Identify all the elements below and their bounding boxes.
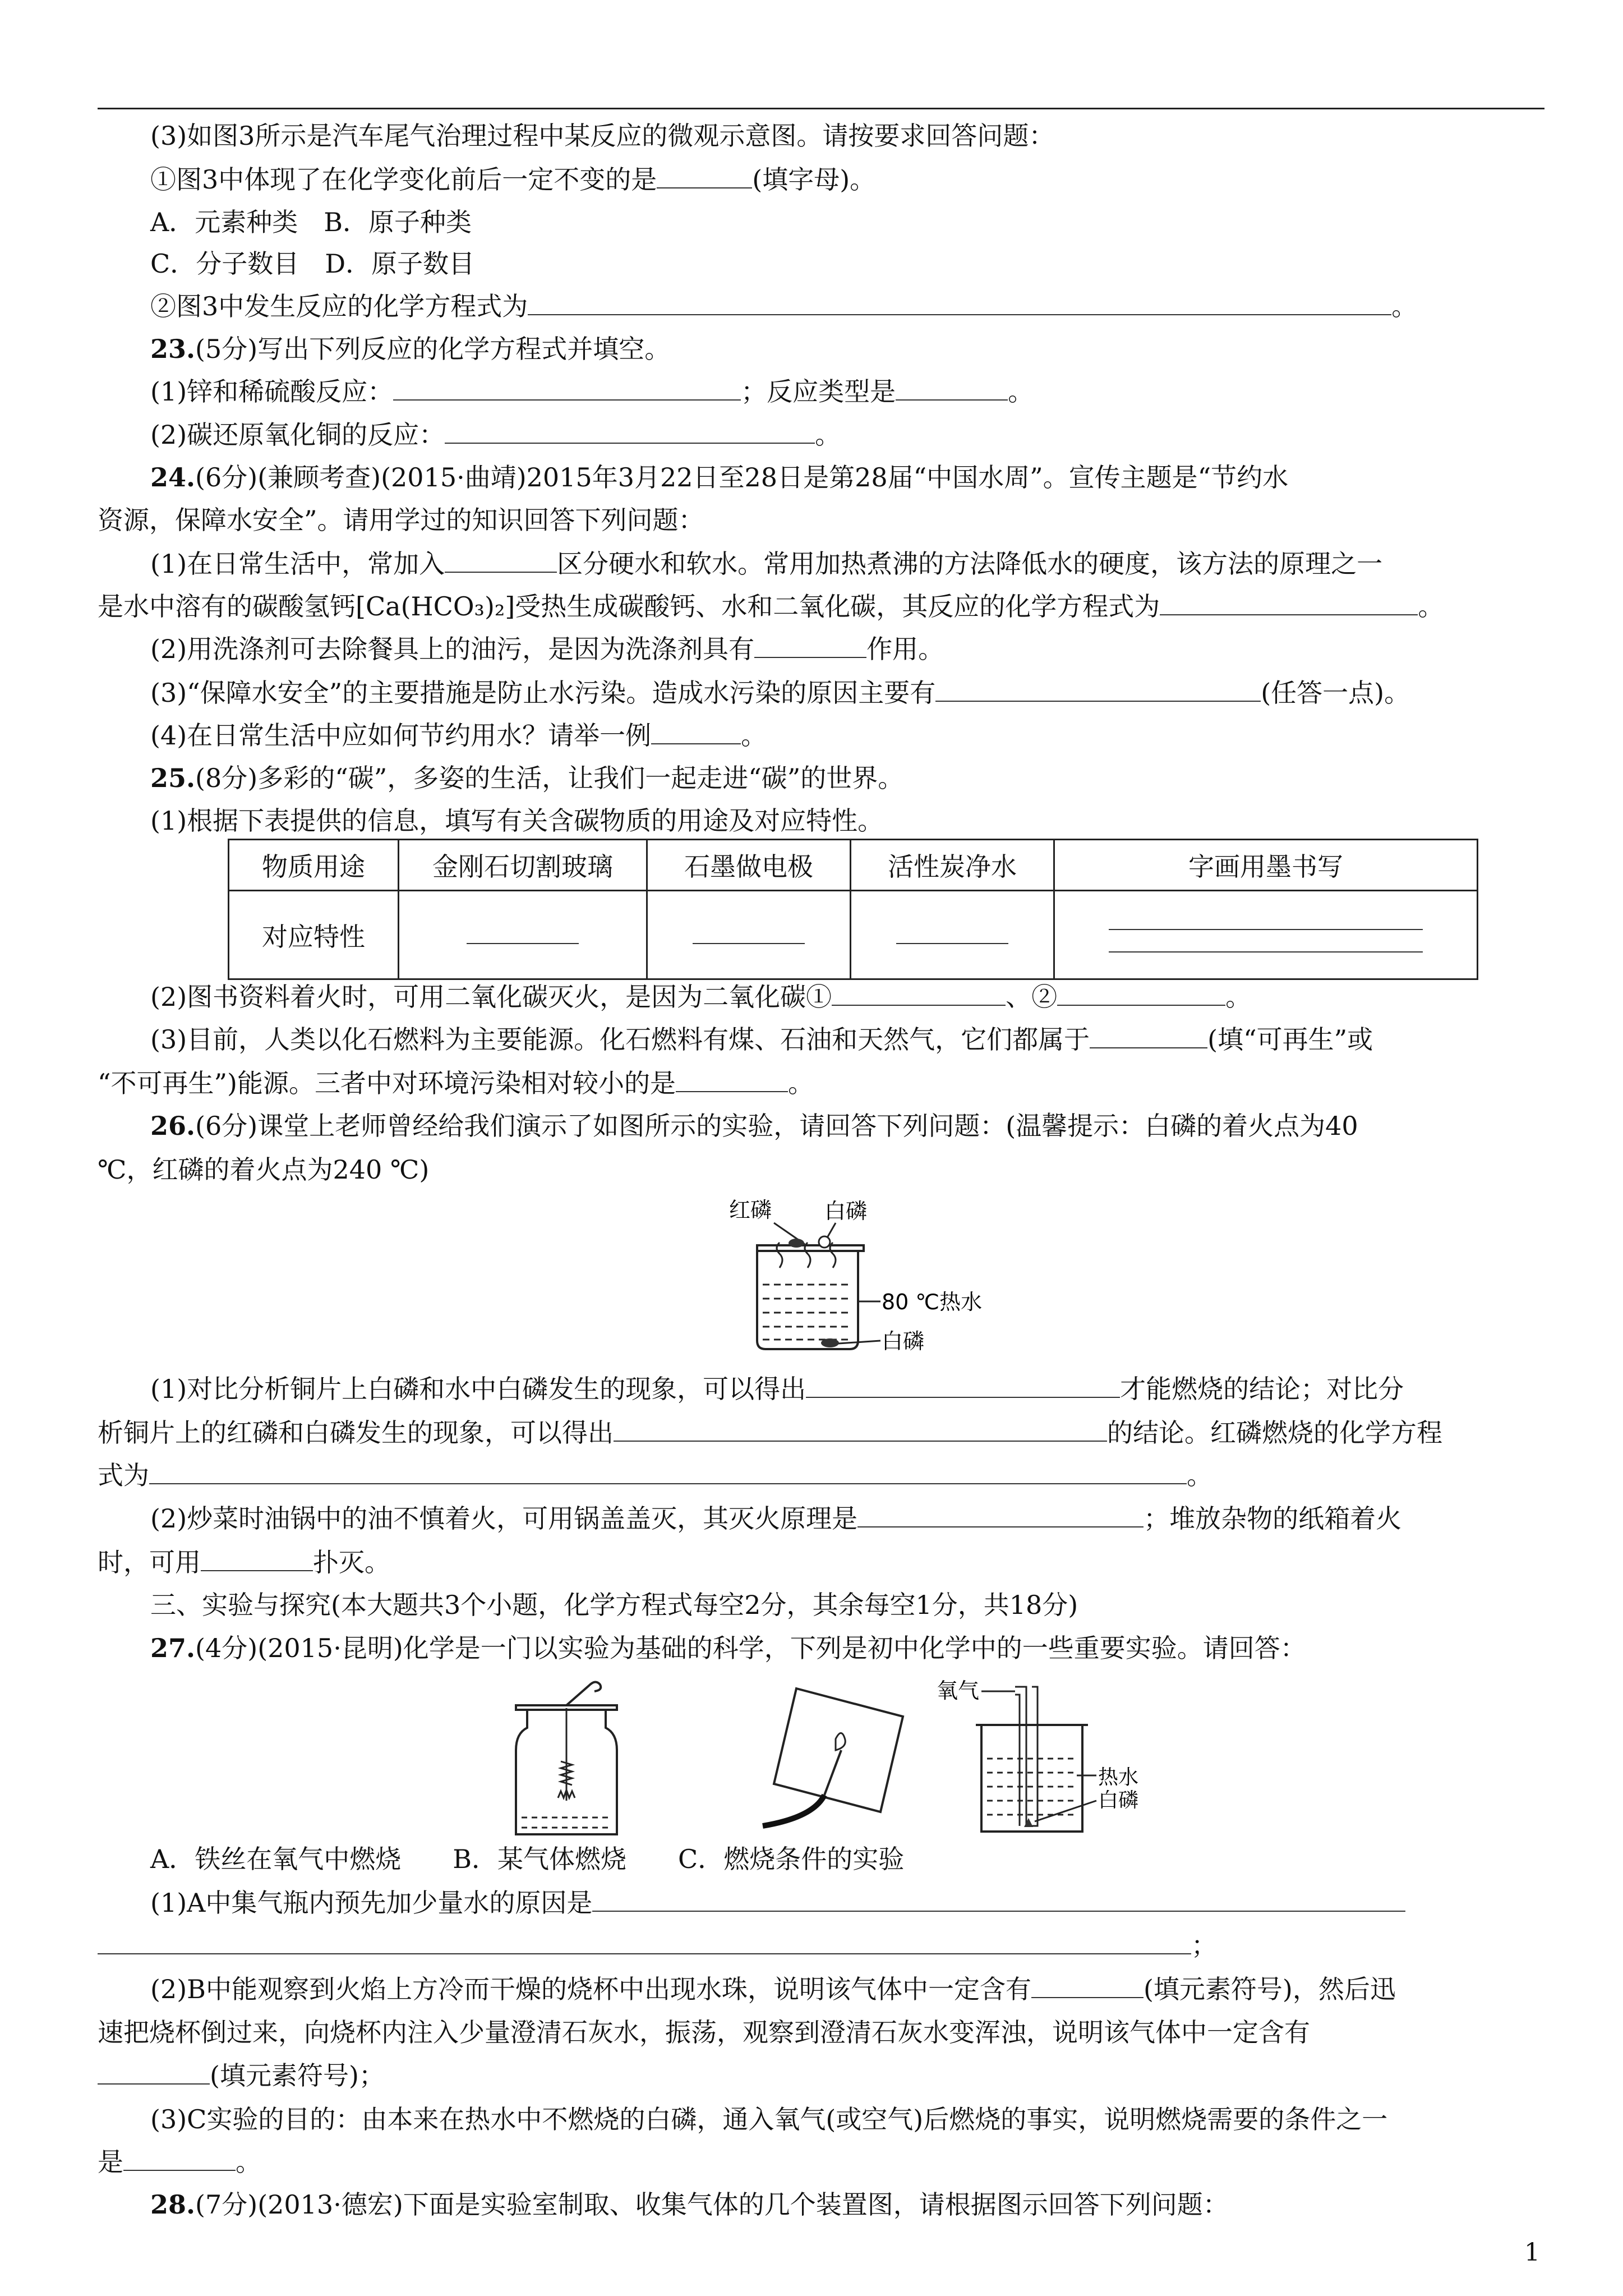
table-answer-blank — [1054, 891, 1478, 979]
q25-part2: (2)图书资料着火时，可用二氧化碳灭火，是因为二氧化碳① 、② 。 — [150, 982, 1252, 1012]
q26-part2: (2)炒菜时油锅中的油不慎着火，可用锅盖盖灭，其灭火原理是 ；堆放杂物的纸箱着火 — [150, 1503, 1402, 1534]
q26-part1-cont: 析铜片上的红磷和白磷发生的现象，可以得出 的结论。红磷燃烧的化学方程 — [98, 1418, 1442, 1448]
q23-stem: 23.(5分)写出下列反应的化学方程式并填空。 — [150, 334, 671, 364]
table-header: 金刚石切割玻璃 — [399, 840, 647, 891]
q27-stem: 27.(4分)(2015·昆明)化学是一门以实验为基础的科学，下列是初中化学中的一些重要实验。请回答： — [150, 1633, 1306, 1663]
table-header: 活性炭净水 — [851, 840, 1054, 891]
q27-figure-b-gas-burning — [751, 1677, 914, 1840]
q26-part1: (1)对比分析铜片上白磷和水中白磷发生的现象，可以得出 才能燃烧的结论；对比分 — [150, 1374, 1404, 1404]
q22-part3-item2: ②图3中发生反应的化学方程式为 。 — [150, 291, 1418, 321]
q27-figure-captions: A．铁丝在氧气中燃烧 B．某气体燃烧 C．燃烧条件的实验 — [150, 1844, 905, 1874]
q24-part1: (1)在日常生活中，常加入 区分硬水和软水。常用加热煮沸的方法降低水的硬度，该方法的原理之一 — [150, 549, 1383, 579]
q28-stem: 28.(7分)(2013·德宏)下面是实验室制取、收集气体的几个装置图，请根据图示回答下列问题： — [150, 2189, 1229, 2220]
table-row-label: 对应特性 — [229, 891, 399, 979]
q23-part1: (1)锌和稀硫酸反应： ；反应类型是 。 — [150, 376, 1034, 407]
label-hot-water: 80 ℃热水 — [882, 1290, 983, 1314]
q27-part2: (2)B中能观察到火焰上方冷而干燥的烧杯中出现水珠，说明该气体中一定含有 (填元素符号)，然后迅 — [150, 1974, 1396, 2004]
q24-part4: (4)在日常生活中应如何节约用水？请举一例 。 — [150, 720, 767, 751]
q27-part1-cont: ； — [98, 1929, 1217, 1962]
q25-stem: 25.(8分)多彩的“碳”，多姿的生活，让我们一起走进“碳”的世界。 — [150, 763, 904, 793]
q24-stem-cont: 资源，保障水安全”。请用学过的知识回答下列问题： — [98, 505, 704, 535]
q22-part3-item1: ①图3中体现了在化学变化前后一定不变的是 (填字母)。 — [150, 164, 876, 195]
q25-part3: (3)目前，人类以化石燃料为主要能源。化石燃料有煤、石油和天然气，它们都属于 (填“可再生”或 — [150, 1024, 1373, 1055]
label-white-phosphorus-bottom: 白磷 — [882, 1329, 925, 1354]
q26-part1-cont2: 式为 。 — [98, 1460, 1212, 1490]
header-rule — [98, 108, 1544, 109]
q26-stem: 26.(6分)课堂上老师曾经给我们演示了如图所示的实验，请回答下列问题：(温馨提示：白磷的着火点为40 — [150, 1111, 1358, 1141]
q27-figure-a-iron-wire — [505, 1677, 628, 1846]
page-number: 1 — [1524, 2238, 1540, 2267]
q27-part3: (3)C实验的目的：由本来在热水中不燃烧的白磷，通入氧气(或空气)后燃烧的事实，说明燃烧需要的条件之一 — [150, 2104, 1388, 2134]
table-header: 石墨做电极 — [647, 840, 851, 891]
carbon-properties-table — [228, 839, 1478, 980]
label-white-phosphorus-top: 白磷 — [824, 1199, 868, 1223]
label-white-phosphorus-c: 白磷 — [1098, 1789, 1139, 1812]
q24-part1-cont: 是水中溶有的碳酸氢钙[Ca(HCO₃)₂]受热生成碳酸钙、水和二氧化碳，其反应的化学方程式为 。 — [98, 591, 1444, 622]
q26-part2-cont: 时，可用 扑灭。 — [98, 1547, 390, 1577]
q22-options-ab: A．元素种类 B．原子种类 — [150, 207, 472, 237]
label-oxygen: 氧气 — [937, 1678, 980, 1703]
q27-part1: (1)A中集气瓶内预先加少量水的原因是 — [150, 1886, 1405, 1920]
q24-stem: 24.(6分)(兼顾考查)(2015·曲靖)2015年3月22日至28日是第28届“中国水周”。宣传主题是“节约水 — [150, 462, 1289, 493]
q25-part1: (1)根据下表提供的信息，填写有关含碳物质的用途及对应特性。 — [150, 806, 884, 836]
q26-stem-cont: ℃，红磷的着火点为240 ℃) — [98, 1154, 430, 1185]
q27-part2-cont2: (填元素符号)； — [98, 2059, 385, 2092]
q27-part3-cont: 是 。 — [98, 2147, 261, 2177]
label-hot-water-c: 热水 — [1098, 1766, 1139, 1789]
section-3-heading: 三、实验与探究(本大题共3个小题，化学方程式每空2分，其余每空1分，共18分) — [150, 1590, 1078, 1620]
q27-part2-cont: 速把烧杯倒过来，向烧杯内注入少量澄清石灰水，振荡，观察到澄清石灰水变浑浊，说明该气体中一定含有 — [98, 2017, 1310, 2047]
table-answer-blank — [399, 891, 647, 979]
q24-part3: (3)“保障水安全”的主要措施是防止水污染。造成水污染的原因主要有 (任答一点)。 — [150, 678, 1410, 708]
table-answer-blank — [851, 891, 1054, 979]
table-header: 字画用墨书写 — [1054, 840, 1478, 891]
label-red-phosphorus: 红磷 — [729, 1198, 772, 1222]
q25-part3-cont: “不可再生”)能源。三者中对环境污染相对较小的是 。 — [98, 1068, 814, 1098]
q24-part2: (2)用洗涤剂可去除餐具上的油污，是因为洗涤剂具有 作用。 — [150, 634, 944, 664]
q22-options-cd: C．分子数目 D．原子数目 — [150, 249, 475, 279]
q23-part2: (2)碳还原氧化铜的反应： 。 — [150, 420, 841, 450]
q22-part3: (3)如图3所示是汽车尾气治理过程中某反应的微观示意图。请按要求回答问题： — [150, 121, 1055, 151]
table-answer-blank — [647, 891, 851, 979]
q26-experiment-figure — [712, 1189, 1004, 1363]
q27-figure-c-combustion-conditions — [931, 1674, 1144, 1843]
table-header: 物质用途 — [229, 840, 399, 891]
